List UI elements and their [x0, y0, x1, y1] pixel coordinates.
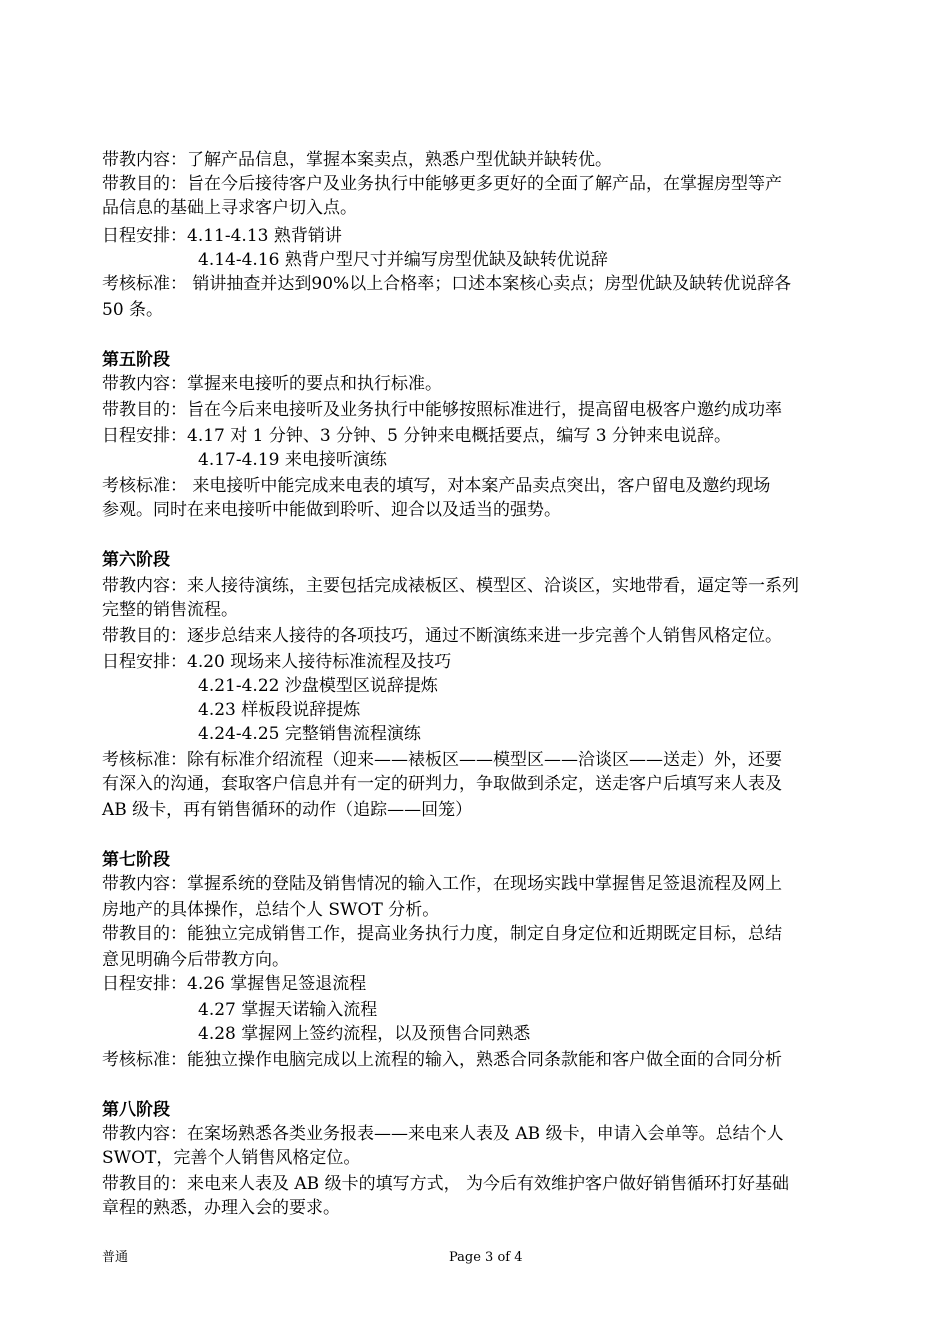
stage4-goal-line1: 带教目的：旨在今后接待客户及业务执行中能够更多更好的全面了解产品，在掌握房型等产	[102, 174, 782, 194]
stage4-schedule-line1: 日程安排：4.11-4.13 熟背销讲	[102, 226, 342, 246]
stage5-title: 第五阶段	[102, 350, 170, 370]
stage7-schedule-line3: 4.28 掌握网上签约流程，以及预售合同熟悉	[198, 1024, 531, 1044]
stage5-content: 带教内容：掌握来电接听的要点和执行标准。	[102, 374, 442, 394]
footer-classification: 普通	[102, 1250, 129, 1265]
stage6-goal: 带教目的：逐步总结来人接待的各项技巧，通过不断演练来进一步完善个人销售风格定位。	[102, 626, 782, 646]
stage4-goal-line2: 品信息的基础上寻求客户切入点。	[102, 198, 357, 218]
stage6-schedule-line4: 4.24-4.25 完整销售流程演练	[198, 724, 421, 744]
stage6-schedule-line3: 4.23 样板段说辞提炼	[198, 700, 361, 720]
stage8-content-line1: 带教内容：在案场熟悉各类业务报表——来电来人表及 AB 级卡，申请入会单等。总结个人	[102, 1124, 784, 1144]
stage6-standard-line2: 有深入的沟通，套取客户信息并有一定的研判力，争取做到杀定，送走客户后填写来人表及	[102, 774, 782, 794]
stage5-goal: 带教目的：旨在今后来电接听及业务执行中能够按照标准进行，提高留电极客户邀约成功率	[102, 400, 782, 420]
stage7-content-line1: 带教内容：掌握系统的登陆及销售情况的输入工作，在现场实践中掌握售足签退流程及网上	[102, 874, 782, 894]
stage7-schedule-line1: 日程安排：4.26 掌握售足签退流程	[102, 974, 367, 994]
stage4-content: 带教内容：了解产品信息，掌握本案卖点，熟悉户型优缺并缺转优。	[102, 150, 612, 170]
stage5-standard-line1: 考核标准： 来电接听中能完成来电表的填写，对本案产品卖点突出，客户留电及邀约现场	[102, 476, 771, 496]
stage6-standard-line1: 考核标准：除有标准介绍流程（迎来——裱板区——模型区——洽谈区——送走）外，还要	[102, 750, 782, 770]
stage7-goal-line1: 带教目的：能独立完成销售工作，提高业务执行力度，制定自身定位和近期既定目标，总结	[102, 924, 782, 944]
stage6-standard-line3: AB 级卡，再有销售循环的动作（追踪——回笼）	[102, 800, 473, 820]
stage8-title: 第八阶段	[102, 1100, 170, 1120]
footer-page-number: Page 3 of 4	[449, 1250, 523, 1265]
stage5-schedule-line2: 4.17-4.19 来电接听演练	[198, 450, 387, 470]
stage8-goal-line2: 章程的熟悉，办理入会的要求。	[102, 1198, 340, 1218]
stage4-standard-line1: 考核标准： 销讲抽查并达到90%以上合格率；口述本案核心卖点；房型优缺及缺转优说辞各	[102, 274, 792, 294]
stage6-schedule-line1: 日程安排：4.20 现场来人接待标准流程及技巧	[102, 652, 452, 672]
stage7-title: 第七阶段	[102, 850, 170, 870]
stage7-schedule-line2: 4.27 掌握天诺输入流程	[198, 1000, 378, 1020]
stage5-standard-line2: 参观。同时在来电接听中能做到聆听、迎合以及适当的强势。	[102, 500, 561, 520]
stage4-standard-line2: 50 条。	[102, 300, 164, 320]
stage6-content-line2: 完整的销售流程。	[102, 600, 238, 620]
stage6-title: 第六阶段	[102, 550, 170, 570]
stage6-content-line1: 带教内容：来人接待演练，主要包括完成裱板区、模型区、洽谈区，实地带看，逼定等一系列	[102, 576, 799, 596]
stage7-goal-line2: 意见明确今后带教方向。	[102, 950, 289, 970]
stage7-standard: 考核标准：能独立操作电脑完成以上流程的输入，熟悉合同条款能和客户做全面的合同分析	[102, 1050, 782, 1070]
stage7-content-line2: 房地产的具体操作，总结个人 SWOT 分析。	[102, 900, 440, 920]
stage8-goal-line1: 带教目的：来电来人表及 AB 级卡的填写方式， 为今后有效维护客户做好销售循环打好基础	[102, 1174, 789, 1194]
stage6-schedule-line2: 4.21-4.22 沙盘模型区说辞提炼	[198, 676, 438, 696]
stage4-schedule-line2: 4.14-4.16 熟背户型尺寸并编写房型优缺及缺转优说辞	[198, 250, 608, 270]
stage5-schedule-line1: 日程安排：4.17 对 1 分钟、3 分钟、5 分钟来电概括要点，编写 3 分钟来电说辞。	[102, 426, 731, 446]
stage8-content-line2: SWOT，完善个人销售风格定位。	[102, 1148, 361, 1168]
